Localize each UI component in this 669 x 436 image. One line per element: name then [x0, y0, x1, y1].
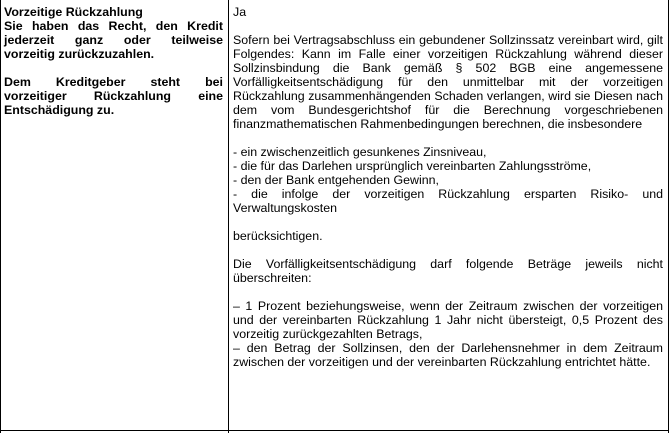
intro-paragraph: Sofern bei Vertragsabschluss ein gebundener Sollzinssatz vereinbart wird, gilt Folgendes: Kann im Falle einer vorzeitigen Rückzahlung während dieser Sollzinsbindung die Bank gemäß § 502 BGB eine angemessene Vorfälligkeitsentschädigung für den unmittelbar mit der vorzeitigen Rückzahlung zusammenhängenden Schaden verlangen, wird sie Diesen nach dem vom Bundesgerichtshof für die Berechnung vorgeschriebenen finanzmathematischen Rahmenbedingungen berechnen, die insbesondere — [233, 33, 663, 131]
factor-item: - ein zwischenzeitlich gesunkenes Zinsniveau, — [233, 145, 487, 159]
factor-item: - die für das Darlehen ursprünglich vereinbarten Zahlungsströme, — [233, 159, 592, 173]
repayment-right-text: Sie haben das Recht, den Kredit jederzeit ganz oder teilweise vorzeitig zurückzuzahlen. — [4, 19, 223, 61]
factor-item: - den der Bank entgehenden Gewinn, — [233, 173, 439, 187]
limit-1-paragraph: – 1 Prozent beziehungsweise, wenn der Zeitraum zwischen der vorzeitigen und der vereinbarten Rückzahlung 1 Jahr nicht übersteigt, 0,5 Prozent des vorzeitig zurückgezahlten Betrags, — [233, 299, 663, 341]
factor-item: - die infolge der vorzeitigen Rückzahlung ersparten Risiko- und Verwaltungskosten — [233, 187, 663, 215]
right-column — [233, 5, 663, 369]
row-title: Vorzeitige Rückzahlung — [4, 5, 143, 19]
limit-2-paragraph: – den Betrag der Sollzinsen, den der Darlehensnehmer in dem Zeitraum zwischen der vorzeitigen und der vereinbarten Rückzahlung entrichtet hätte. — [233, 341, 663, 369]
compensation-text: Dem Kreditgeber steht bei vorzeitiger Rückzahlung eine Entschädigung zu. — [4, 75, 223, 117]
column-divider — [228, 0, 229, 433]
answer-text: Ja — [233, 5, 247, 19]
row-bottom-border — [1, 430, 668, 431]
limit-intro-paragraph: Die Vorfälligkeitsentschädigung darf folgende Beträge jeweils nicht überschreiten: — [233, 257, 663, 285]
consider-text: berücksichtigen. — [233, 229, 323, 243]
left-column — [4, 5, 223, 117]
